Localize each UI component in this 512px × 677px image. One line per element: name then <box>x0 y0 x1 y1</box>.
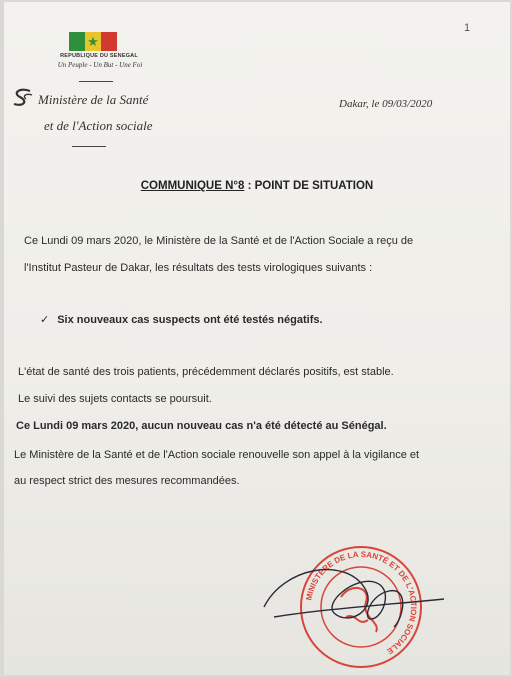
ministry-name-line2: et de l'Action sociale <box>44 118 153 133</box>
communique-title <box>4 180 510 192</box>
document-page <box>4 2 510 675</box>
paragraph-3: Le suivi des sujets contacts se poursuit. <box>18 393 212 405</box>
paragraph-2: L'état de santé des trois patients, précédemment déclarés positifs, est stable. <box>18 366 394 378</box>
paragraph-5-line-2: au respect strict des mesures recommandées. <box>14 475 240 487</box>
paragraph-1-line-1: Ce Lundi 09 mars 2020, le Ministère de la Santé et de l'Action Sociale a reçu de <box>24 235 414 247</box>
check-icon: ✓ <box>40 314 50 326</box>
communique-subject: : POINT DE SITUATION <box>244 180 374 192</box>
stamp-ring-text: MINISTÈRE DE LA SANTÉ ET DE L'ACTION SOCIALE <box>304 549 419 656</box>
paragraph-1-line-2: l'Institut Pasteur de Dakar, les résultats des tests virologiques suivants : <box>24 262 373 274</box>
senegal-flag-icon <box>69 32 117 51</box>
ministry-divider <box>72 146 106 147</box>
flag-green-stripe <box>69 32 85 51</box>
national-motto: Un Peuple - Un But - Une Foi <box>57 61 143 69</box>
flag-yellow-stripe <box>85 32 101 51</box>
handwritten-signature <box>254 547 454 647</box>
document-date: Dakar, le 09/03/2020 <box>339 98 433 110</box>
republic-label: REPUBLIQUE DU SENEGAL <box>60 53 138 59</box>
page-number: 1 <box>464 22 471 34</box>
paragraph-4: Ce Lundi 09 mars 2020, aucun nouveau cas n'a été détecté au Sénégal. <box>16 420 387 432</box>
flag-star-icon: ★ <box>87 34 99 49</box>
paragraph-5-line-1: Le Ministère de la Santé et de l'Action sociale renouvelle son appel à la vigilance et <box>14 449 420 461</box>
ministry-logo-icon <box>10 87 36 109</box>
ministry-name-line1: Ministère de la Santé <box>38 92 149 107</box>
header-divider <box>79 81 113 82</box>
flag-red-stripe <box>101 32 117 51</box>
bullet-item <box>40 313 323 326</box>
bullet-text: Six nouveaux cas suspects ont été testés négatifs. <box>57 314 323 326</box>
communique-number: COMMUNIQUE N°8 <box>140 180 245 192</box>
